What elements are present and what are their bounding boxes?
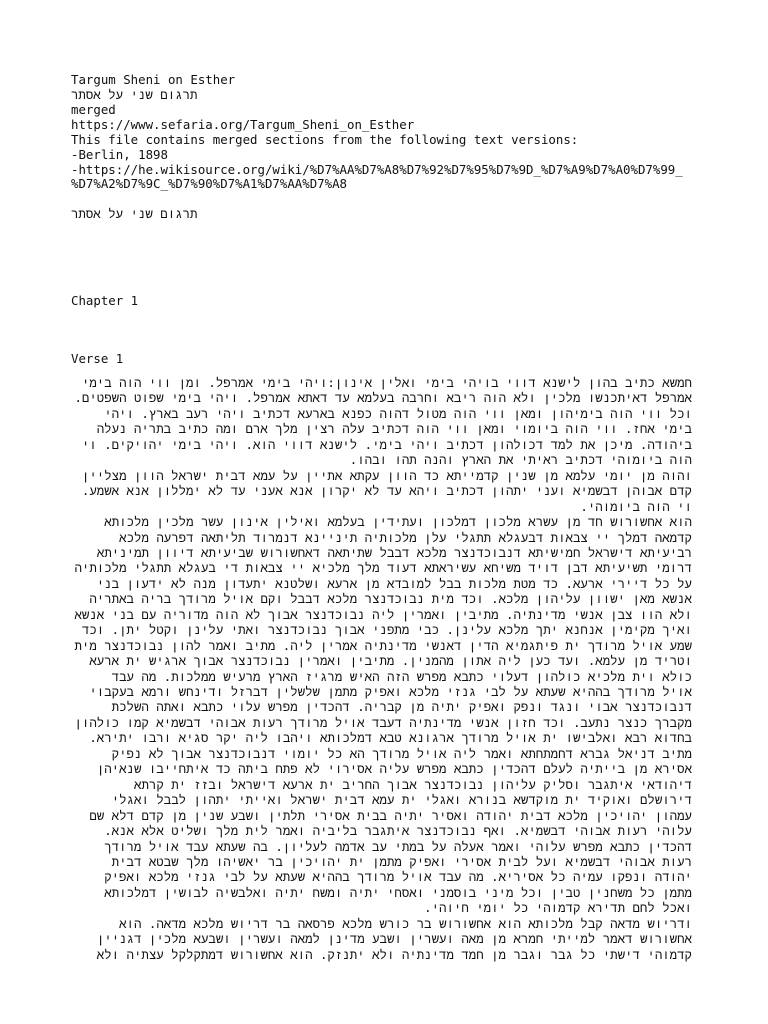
verse-line: חמשא כתיב בהון לישנא דווי בויהי בימי ואלין אינון:ויהי בימי אמרפל. ומן ווי הוה בימי [81,375,692,390]
verse-line: הוא אחשורוש חד מן עשרא מלכון דמלכון ועתידין בעלמא ואילין אינון עשר מלכין מלכותא [104,514,692,530]
version-label: merged [71,102,116,117]
merged-note: This file contains merged sections from the following text versions: [71,132,579,147]
verse-line: רביעיתא דישראל חמישיתא דנבוכדנצר מלכא דבבל שתיתאה דאחשורוש שביעיתא דיוון תמיניתא [96,544,692,560]
verse-line: מתמן כל משחנין טבין וכל מיני בוסמני ואסחי יתיה ומשח יתיה ואלבשיה לבושין דמלכותא [104,884,692,900]
verse-line: ודריוש מדאה קבל מלכותא הוא אחשורוש בר כורש מלכא פרסאה בר דריוש מלכא מדאה. הוא [119,915,692,931]
source-version-2-line-1: -https://he.wikisource.org/wiki/%D7%AA%D7%A8%D7%92%D7%95%D7%9D_%D7%A9%D7%A0%D7%99_ [71,162,683,177]
verse-line: והוה מן יומי עלמא מן שנין קדמייתא כד הוון עקתא אתיין על עמא דבית ישראל הוון מצליין [81,467,692,483]
verse-line: רעות אבוהי דבשמיא ועל לבית אסירי ואפיק מתמן ית יהויכין בר יאשיהו מלך שבטא דבית [111,853,692,869]
verse-line: מקברך כנצר נתעב. וכד חזון אנשי מדינתיה דעבד אויל מרודך רעות אבוהי דבשמיא קמו כולהון [74,714,692,730]
verse-heading: Verse 1 [71,351,124,366]
verse-line: וי הוה ביומוהי. [580,498,692,514]
verse-line: בימי אחז. ווי הוה ביומוי ומאן ווי הוה דכתיב עלה רצין מלך ארם ומה כתיב בתריה נעלה [96,421,692,437]
verse-line: ולא הוו צבן אנשי מדינתיה. מתיבין ואמרין ליה נבוכדנצר אבוך לא הוה מדוריה עם בני אנשא [74,606,692,622]
source-url: https://www.sefaria.org/Targum_Sheni_on_Esther [71,117,415,132]
verse-line: הוה ביומוהי דכתיב ראיתי את הארץ והנה תהו ובהו. [349,452,692,468]
verse-line: דיהודאי איתגבר וסליק עליהון נבוכדנצר אבוך החריב ית ארעא דישראל ובזז ית קרתא [134,776,692,792]
verse-line: שמע אויל מרודך ית פיתגמיא הדין דאנשי מדינתיה אמרין ליה. מתיב ואמר להון נבוכדנצר מית [74,637,692,653]
verse-line: קדם אבוהן דבשמיא ועני יתהון דכתיב ויהא עד לא יקרון אנא אעני עד לא ימללון אנא אשמע. [81,483,692,499]
english-title: Targum Sheni on Esther [71,72,236,87]
verse-line: אמרפל דאיתכנשו מלכין ולא הוה ריבא וחרבה בעלמא עד דאתא אמרפל. ויהי בימי שפוט השפטים. [74,390,692,406]
verse-line: דירושלם ואוקיד ית מוקדשא בנורא ואגלי ית עמא דבית ישראל ואייתי יתהון לבבל ואגלי [111,792,692,808]
verse-line: עמהון יהויכין מלכא דבית יהודה ואסיר יתיה בבית אסירי תלתין ושבע שנין מן קדם דלא שם [89,807,692,823]
verse-line: מתיב דניאל גברא דחמתחתא ואמר ליה אויל מרודך הא כל יומוי דנבוכדנצר אבוך לא נפיק [111,745,692,761]
verse-line: ביהודה. מיכן את למד דכולהון דכתיב ויהי בימי. לישנא דווי הוא. ויהי בימי יהויקים. וי [81,436,692,452]
hebrew-title: תרגום שני על אסתר [71,87,198,102]
verse-line: ואכל לחם תדירא קדמוהי כל יומי חיוהי. [424,900,692,916]
verse-line: דרומי תשיעיתא דבן דויד משיחא עשיראתא דעוד מלך מלכיא יי צבאות די בעגלא תתגלי מלכותיה [74,560,692,576]
verse-line: כולא וית מלכיא כולהון דעלוי כתבא מפרש הזה האיש מרגיז הארץ מרעיש ממלכות. מה עבד [111,668,692,684]
verse-line: קדמוהי דישתי כל גבר וגבר מן חמד מדינתיה ולא יתנזק. הוא אחשורוש דמתקלקל עצתיה ולא [96,946,692,962]
verse-line: דהכדין כתבא מפרש עלוהי ואמר אעלה על במתי עב אדמה לעליון. בה שעתא עבד אויל מרודך [104,838,692,854]
chapter-heading: Chapter 1 [71,293,139,308]
verse-line: וכל ווי הוה בימיהון ומאן ווי הוה מטול דהוה כפנא בארעא דכתיב ויהי רעב בארץ. ויהי [104,405,692,421]
verse-line: יהודה ונפקו עמיה כל אסיריא. מה עבד אויל מרודך בההיא שעתא על לבי גנזי מלכא ואפיק [104,869,692,885]
verse-line: דנבוכדנצר אבוי ונגד ונפק ואפיק יתיה מן קבריה. דהכדין מפרש עלוי כתבא ואתה השלכת [111,699,692,715]
source-version-1: -Berlin, 1898 [71,147,168,162]
verse-line: קדמאה דמלך יי צבאות דבעגלא תתגלי עלן מלכותיה תיניינא דנמרוד תליתאה דפרעה מלכא [119,529,692,545]
verse-line: וטריד מן עלמא. ועד כען ליה אתון מהמנין. מתיבין ואמרין נבוכדנצר אבוך ארגיש ית ארעא [89,653,692,669]
verse-line: על כל דיירי ארעא. כד מטת מלכות בבל למובדא מן ארעא ושלטנא יתעדון מנה לא ידעון בני [96,575,692,591]
book-heading: תרגום שני על אסתר [71,206,198,221]
verse-line: אסירא מן בייתיה לעלם דהכדין כתבא מפרש עליה אסירוי לא פתח ביתה כד איתחייבו שנאיהן [96,761,692,777]
verse-line: ואיך מקימין אנחנא יתך מלכא עלינן. כבי מתפני אבוך נבוכדנצר ואתי עלינן וקטל יתן. וכד [81,622,692,638]
verse-line: אויל מרודך בההיא שעתא על לבי גנזי מלכא ואפיק מתמן שלשלין דברזל ודינחש ורמא בעקבוי [89,684,692,699]
verse-line: אנשא מאן ישוון עליהון מלכא. וכד מית נבוכדנצר מלכא דבבל וקם אויל מרודך בריה באתריה [89,591,692,607]
verse-line: עלוהי רעות אבוהי דבשמיא. ואף נבוכדנצר איתגבר בליביה ואמר לית מלך ושליט אלא אנא. [104,823,692,839]
source-version-2-line-2: %D7%A2%D7%9C_%D7%90%D7%A1%D7%AA%D7%A8 [71,176,348,191]
verse-line: בחדוא רבא ואלבישו ית אויל מרודך ארגונא טבא דמלכותא ויהבו ליה יקר סגיא ורבו יתירא. [89,730,692,746]
verse-line: אחשורוש דאמר למייתי חמרא מן מאה ועשרין ושבע מדינן למאה ועשרין ושבעא מלכין דגניין [96,931,692,947]
